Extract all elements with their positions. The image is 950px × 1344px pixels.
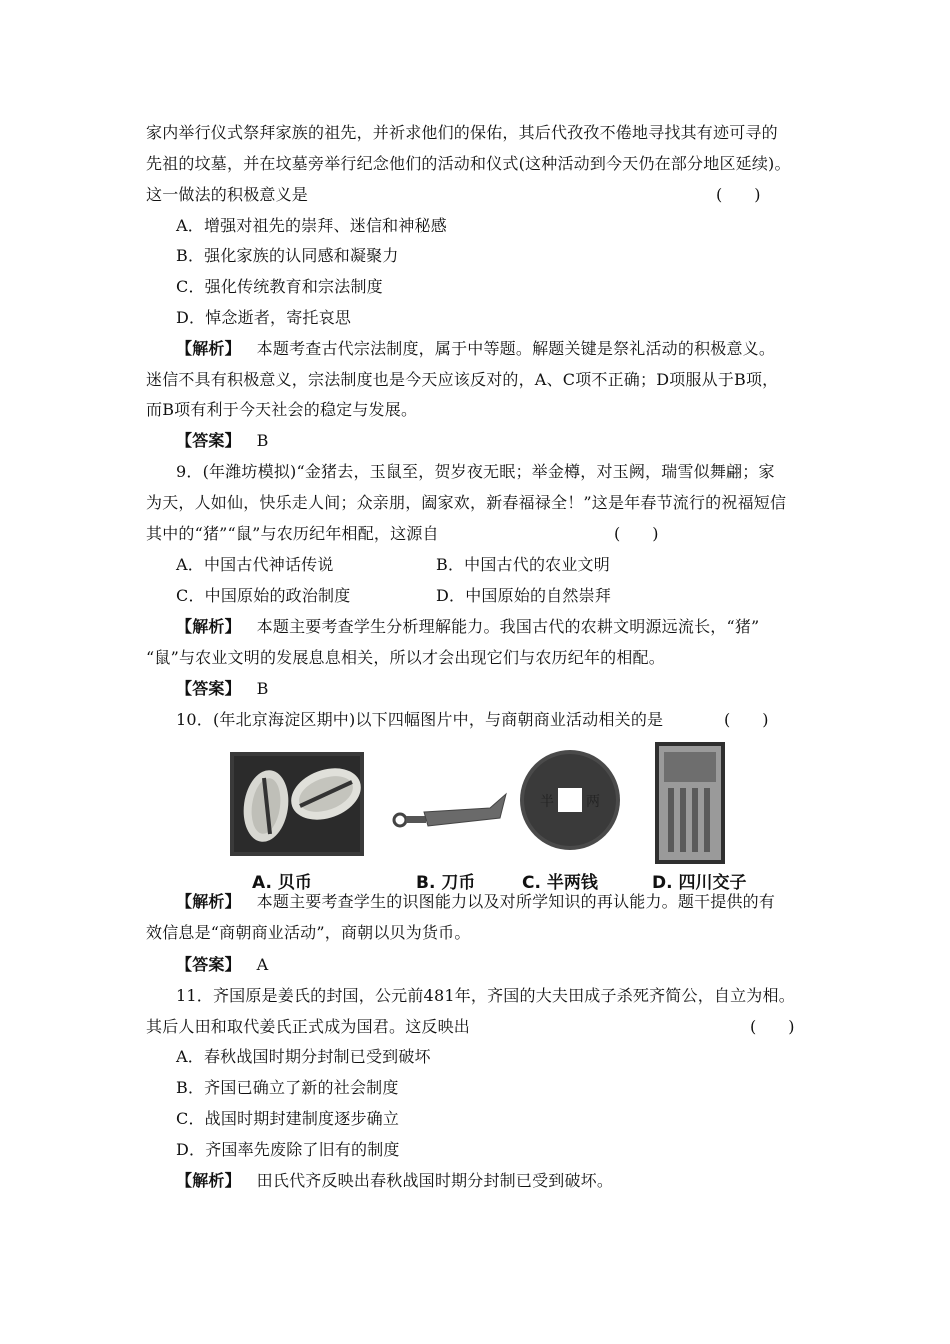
- q10-analysis-line-2: 效信息是“商朝商业活动”，商朝以贝为货币。: [146, 923, 471, 942]
- q9-answer-line: [176, 678, 269, 700]
- q10-currency-figure: [228, 740, 748, 896]
- q8-stem-line-1: 家内举行仪式祭拜家族的祖先，并祈求他们的保佑，其后代孜孜不倦地寻找其有迹可寻的: [146, 123, 778, 142]
- caption-b: B. 刀币: [416, 873, 476, 893]
- q9-answer-blank: ( ): [614, 524, 659, 543]
- q8-analysis-line-1: [176, 338, 775, 360]
- q10-answer-blank: ( ): [724, 710, 769, 729]
- currency-images: [228, 740, 748, 868]
- q10-answer-value: A: [256, 955, 269, 974]
- q9-option-row-1: [176, 554, 334, 576]
- q10-analysis-text-1: 本题主要考查学生的识图能力以及对所学知识的再认能力。题干提供的有: [256, 892, 776, 911]
- q8-option-c: C．强化传统教育和宗法制度: [176, 277, 383, 296]
- q11-answer-blank: ( ): [750, 1017, 795, 1036]
- q10-answer-tag: 【答案】: [176, 955, 241, 974]
- q9-stem-line-3: 其中的“猪”“鼠”与农历纪年相配，这源自: [146, 524, 439, 543]
- q10-analysis-tag: 【解析】: [176, 892, 241, 911]
- q10-answer-line: [176, 954, 268, 976]
- q11-stem-line-2: 其后人田和取代姜氏正式成为国君。这反映出: [146, 1017, 471, 1036]
- q11-option-d: D．齐国率先废除了旧有的制度: [176, 1140, 400, 1159]
- banliang-coin-image: [520, 750, 620, 850]
- q8-option-d: D．悼念逝者，寄托哀思: [176, 308, 352, 327]
- q9-analysis-text-1: 本题主要考查学生分析理解能力。我国古代的农耕文明源远流长，“猪”: [256, 617, 760, 636]
- q9-stem-line-1: 9．(年潍坊模拟)“金猪去，玉鼠至，贺岁夜无眠；举金樽，对玉阙，瑞雪似舞翩；家: [176, 462, 775, 481]
- q8-stem-line-2: 先祖的坟墓，并在坟墓旁举行纪念他们的活动和仪式(这种活动到今天仍在部分地区延续)。: [146, 154, 791, 173]
- q10-stem: 10．(年北京海淀区期中)以下四幅图片中，与商朝商业活动相关的是: [176, 710, 664, 729]
- caption-c: C. 半两钱: [522, 873, 598, 893]
- q8-analysis-line-2: 迷信不具有积极意义，宗法制度也是今天应该反对的，A、C项不正确；D项服从于B项，: [146, 370, 779, 389]
- caption-a: A. 贝币: [252, 873, 312, 893]
- q9-option-a: A．中国古代神话传说: [176, 555, 334, 574]
- q11-analysis-text-1: 田氏代齐反映出春秋战国时期分封制已受到破坏。: [256, 1171, 614, 1190]
- svg-text:半: 半: [540, 794, 554, 810]
- q9-analysis-line-2: “鼠”与农业文明的发展息息相关，所以才会出现它们与农历纪年的相配。: [146, 648, 665, 667]
- q9-option-b: B．中国古代的农业文明: [436, 555, 610, 574]
- q8-answer-blank: ( ): [716, 185, 761, 204]
- q11-option-b: B．齐国已确立了新的社会制度: [176, 1078, 399, 1097]
- shell-coin-image: [230, 752, 368, 856]
- q9-answer-tag: 【答案】: [176, 679, 241, 698]
- q8-analysis-line-3: 而B项有利于今天社会的稳定与发展。: [146, 400, 418, 419]
- caption-d: D. 四川交子: [652, 873, 747, 893]
- q8-answer-line: [176, 430, 269, 452]
- q11-option-a: A．春秋战国时期分封制已受到破坏: [176, 1047, 431, 1066]
- q9-stem-line-2: 为天，人如仙，快乐走人间；众亲朋，阖家欢，新春福禄全！”这是年春节流行的祝福短信: [146, 493, 787, 512]
- q8-option-b: B．强化家族的认同感和凝聚力: [176, 246, 399, 265]
- q8-stem-line-3: 这一做法的积极意义是: [146, 185, 309, 204]
- knife-coin-image: [394, 794, 506, 826]
- q8-analysis-tag: 【解析】: [176, 339, 241, 358]
- q11-stem-line-1: 11．齐国原是姜氏的封国，公元前481年，齐国的大夫田成子杀死齐简公，自立为相。: [176, 986, 795, 1005]
- q9-option-d: D．中国原始的自然崇拜: [436, 586, 612, 605]
- q10-analysis-line-1: [176, 891, 775, 913]
- q9-analysis-tag: 【解析】: [176, 617, 241, 636]
- q8-answer-tag: 【答案】: [176, 431, 241, 450]
- q11-analysis-tag: 【解析】: [176, 1171, 241, 1190]
- q9-answer-value: B: [256, 679, 269, 698]
- jiaozi-note-image: [655, 742, 725, 864]
- q9-option-c: C．中国原始的政治制度: [176, 586, 351, 605]
- q9-analysis-line-1: [176, 616, 759, 638]
- svg-text:两: 两: [586, 794, 600, 810]
- q11-option-c: C．战国时期封建制度逐步确立: [176, 1109, 400, 1128]
- q8-option-a: A．增强对祖先的崇拜、迷信和神秘感: [176, 216, 447, 235]
- q8-answer-value: B: [256, 431, 269, 450]
- q11-analysis-line-1: [176, 1170, 613, 1192]
- q8-analysis-text-1: 本题考查古代宗法制度，属于中等题。解题关键是祭礼活动的积极意义。: [256, 339, 776, 358]
